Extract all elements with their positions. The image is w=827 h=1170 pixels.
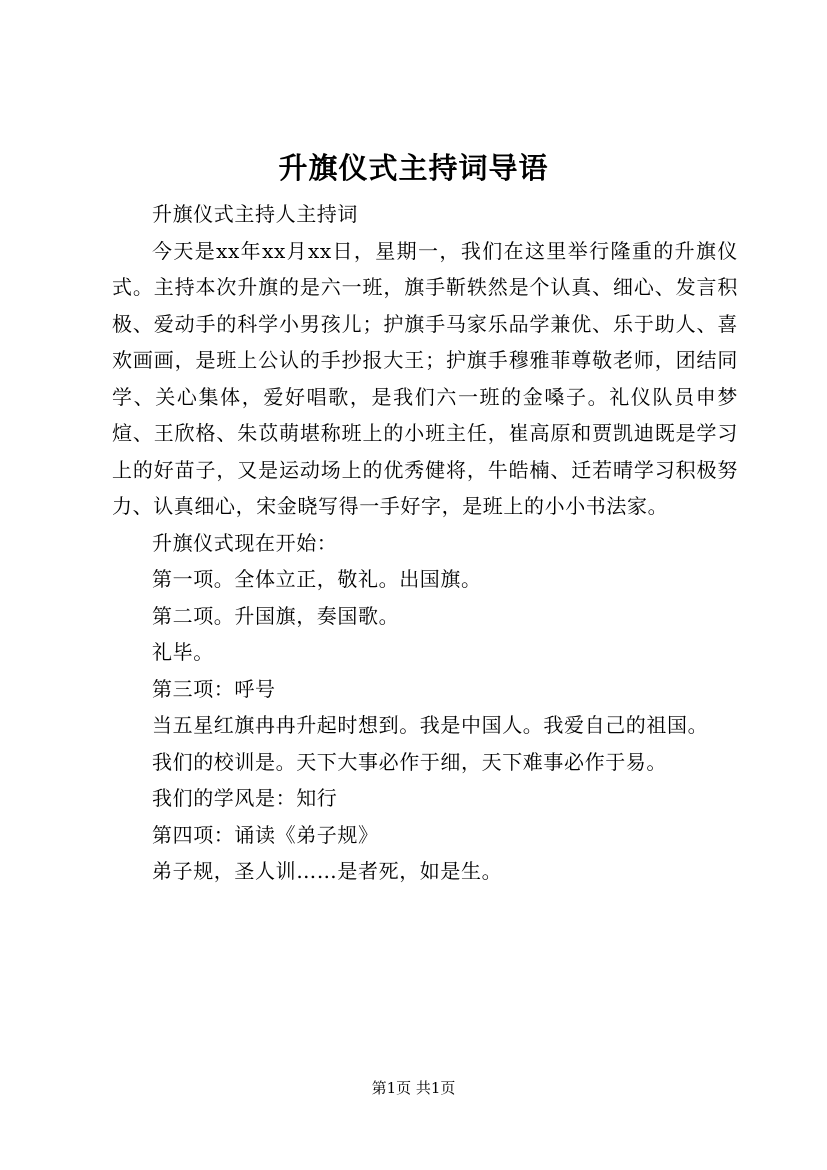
paragraph-item-one: 第一项。全体立正，敬礼。出国旗。	[152, 567, 482, 591]
paragraph-ceremony-end: 礼毕。	[152, 640, 214, 664]
paragraph-ceremony-start: 升旗仪式现在开始：	[152, 530, 338, 555]
paragraph-item-two: 第二项。升国旗，奏国歌。	[152, 603, 400, 628]
paragraph-study-style: 我们的学风是：知行	[152, 786, 338, 810]
paragraph-introduction: 今天是xx年xx月xx日，星期一，我们在这里举行隆重的升旗仪式。主持本次升旗的是六一班，旗手靳轶然是个认真、细心、发言积极、爱动手的科学小男孩儿；护旗手马家乐品学兼优、乐于助人、喜欢画画，是班上公认的手抄报大王；护旗手穆雅菲尊敬老师，团结同学、关心集体，爱好唱歌，是我们六一班的金嗓子。礼仪队员申梦煊、王欣格、朱苡萌堪称班上的小班主任，崔高原和贾凯迪既是学习上的好苗子，又是运动场上的优秀健将，牛皓楠、迁若晴学习积极努力、认真细心，宋金晓写得一手好字，是班上的小小书法家。	[112, 238, 738, 518]
paragraph-recitation: 弟子规，圣人训……是者死，如是生。	[152, 859, 503, 883]
paragraph-slogan: 当五星红旗冉冉升起时想到。我是中国人。我爱自己的祖国。	[152, 713, 709, 737]
paragraph-item-four: 第四项：诵读《弟子规》	[152, 822, 379, 847]
paragraph-item-three: 第三项：呼号	[152, 676, 276, 701]
paragraph-host-heading: 升旗仪式主持人主持词	[152, 202, 358, 226]
page-footer: 第1页 共1页	[371, 1079, 456, 1097]
document-body	[112, 196, 738, 890]
document-title: 升旗仪式主持词导语	[278, 151, 549, 185]
paragraph-school-motto: 我们的校训是。天下大事必作于细，天下难事必作于易。	[152, 749, 667, 774]
